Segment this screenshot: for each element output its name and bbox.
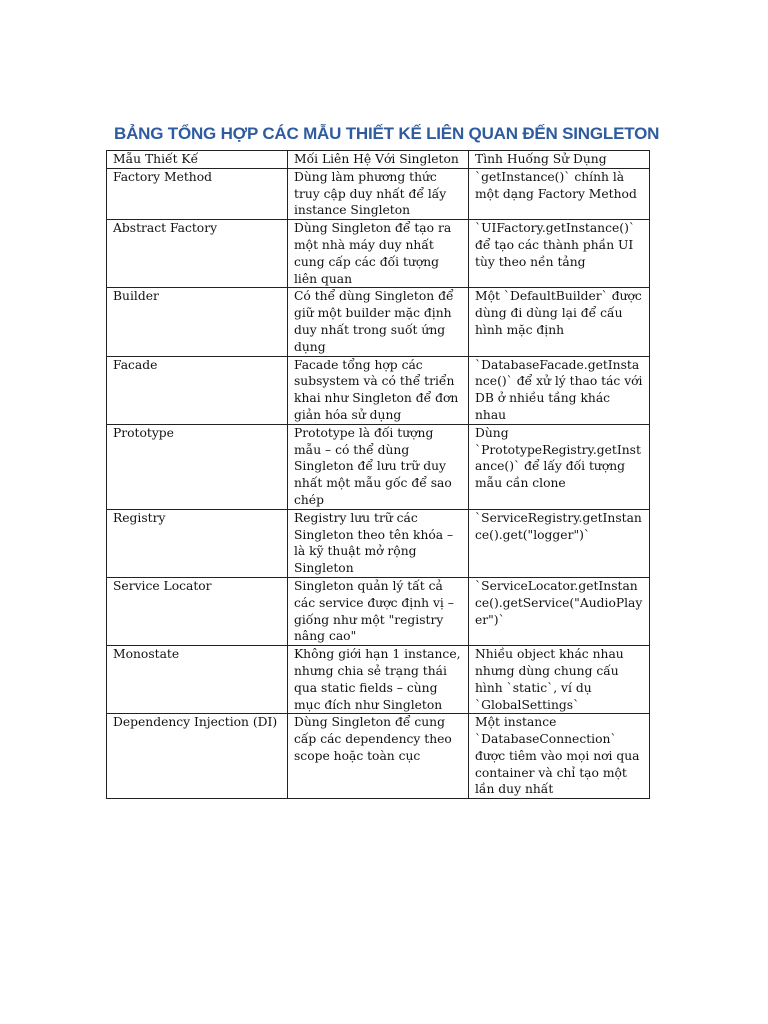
cell-pattern: Builder: [107, 288, 288, 356]
cell-pattern: Service Locator: [107, 577, 288, 645]
cell-relation: Facade tổng hợp các subsystem và có thể triển khai như Singleton để đơn giản hóa sử dụng: [288, 356, 469, 424]
cell-relation: Registry lưu trữ các Singleton theo tên khóa – là kỹ thuật mở rộng Singleton: [288, 509, 469, 577]
cell-relation: Không giới hạn 1 instance, nhưng chia sẻ trạng thái qua static fields – cùng mục đích như Singleton: [288, 646, 469, 714]
cell-usage: `ServiceLocator.getInstance().getService("AudioPlayer")`: [469, 577, 650, 645]
cell-pattern: Abstract Factory: [107, 220, 288, 288]
table-row: [107, 577, 650, 645]
cell-relation: Singleton quản lý tất cả các service được định vị – giống như một "registry nâng cao": [288, 577, 469, 645]
table-row: [107, 288, 650, 356]
cell-usage: Một `DefaultBuilder` được dùng đi dùng lại để cấu hình mặc định: [469, 288, 650, 356]
singleton-patterns-table: [106, 150, 650, 799]
document-title: BẢNG TỔNG HỢP CÁC MẪU THIẾT KẾ LIÊN QUAN ĐẾN SINGLETON: [114, 124, 660, 143]
cell-usage: `DatabaseFacade.getInstance()` để xử lý thao tác với DB ở nhiều tầng khác nhau: [469, 356, 650, 424]
cell-relation: Dùng Singleton để cung cấp các dependency theo scope hoặc toàn cục: [288, 714, 469, 799]
cell-relation: Prototype là đối tượng mẫu – có thể dùng Singleton để lưu trữ duy nhất một mẫu gốc để sao chép: [288, 424, 469, 509]
table-row: [107, 714, 650, 799]
cell-pattern: Factory Method: [107, 168, 288, 219]
table-row: [107, 424, 650, 509]
cell-usage: `UIFactory.getInstance()` để tạo các thành phần UI tùy theo nền tảng: [469, 220, 650, 288]
table-row: [107, 509, 650, 577]
table-row: [107, 220, 650, 288]
cell-usage: Dùng `PrototypeRegistry.getInstance()` để lấy đối tượng mẫu cần clone: [469, 424, 650, 509]
cell-relation: Dùng Singleton để tạo ra một nhà máy duy nhất cung cấp các đối tượng liên quan: [288, 220, 469, 288]
table-header-row: [107, 151, 650, 169]
cell-usage: `ServiceRegistry.getInstance().get("logger")`: [469, 509, 650, 577]
table-row: [107, 356, 650, 424]
cell-relation: Dùng làm phương thức truy cập duy nhất để lấy instance Singleton: [288, 168, 469, 219]
cell-usage: `getInstance()` chính là một dạng Factory Method: [469, 168, 650, 219]
table-row: [107, 168, 650, 219]
cell-pattern: Dependency Injection (DI): [107, 714, 288, 799]
cell-usage: Nhiều object khác nhau nhưng dùng chung cấu hình `static`, ví dụ `GlobalSettings`: [469, 646, 650, 714]
cell-relation: Có thể dùng Singleton để giữ một builder mặc định duy nhất trong suốt ứng dụng: [288, 288, 469, 356]
cell-pattern: Monostate: [107, 646, 288, 714]
cell-pattern: Prototype: [107, 424, 288, 509]
header-relation: Mối Liên Hệ Với Singleton: [288, 151, 469, 169]
cell-usage: Một instance `DatabaseConnection` được tiêm vào mọi nơi qua container và chỉ tạo một lần duy nhất: [469, 714, 650, 799]
cell-pattern: Facade: [107, 356, 288, 424]
header-usage: Tình Huống Sử Dụng: [469, 151, 650, 169]
header-pattern: Mẫu Thiết Kế: [107, 151, 288, 169]
cell-pattern: Registry: [107, 509, 288, 577]
table-row: [107, 646, 650, 714]
